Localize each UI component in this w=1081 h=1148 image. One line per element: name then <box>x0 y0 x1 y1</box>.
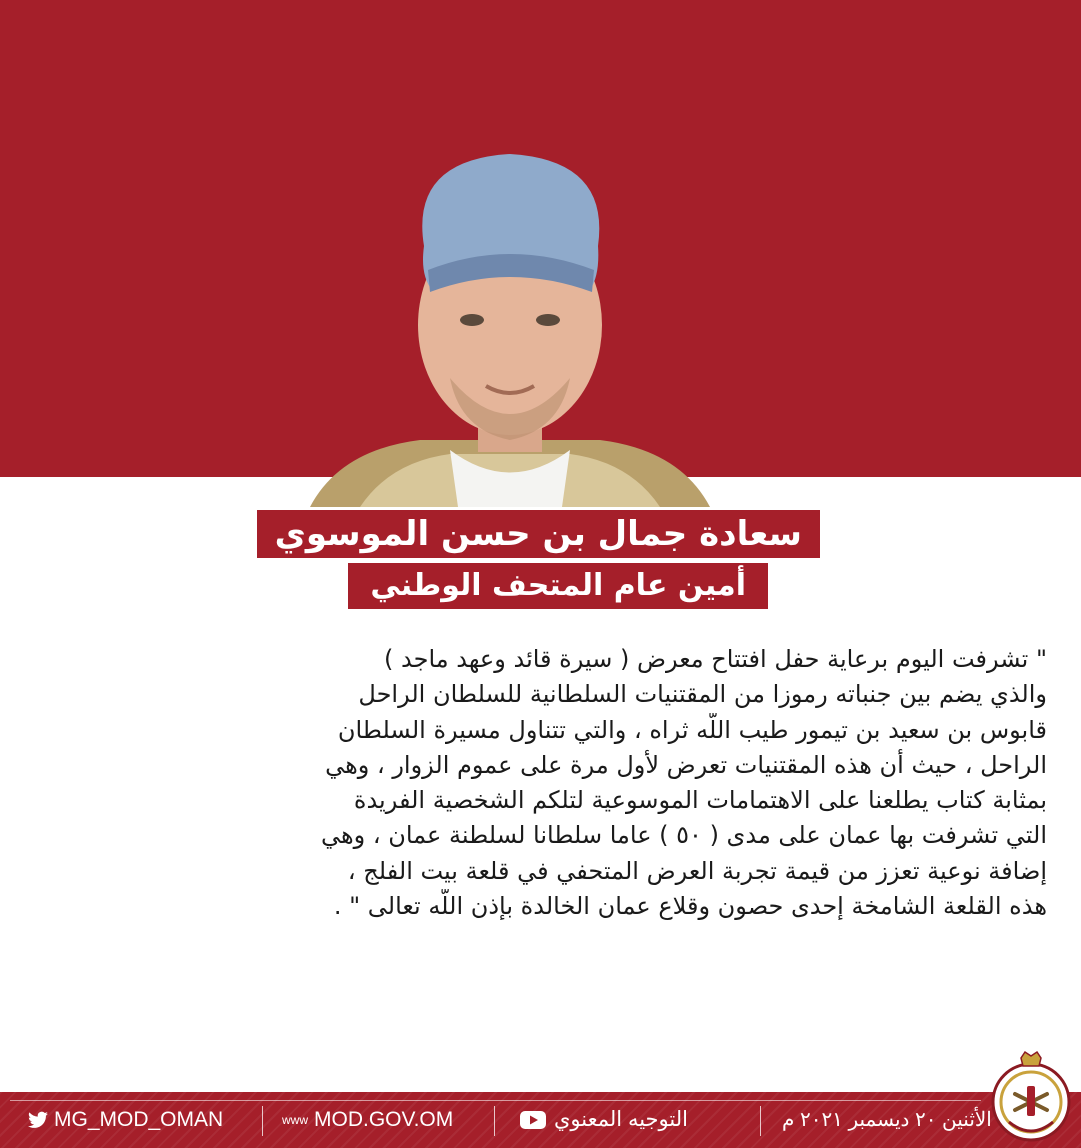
youtube-icon <box>520 1111 546 1129</box>
post-date: الأثنين ٢٠ ديسمبر ٢٠٢١ م <box>782 1109 992 1131</box>
quote-line: التي تشرفت بها عمان على مدى ( ٥٠ ) عاما سلطانا لسلطنة عمان ، وهي <box>320 821 1047 850</box>
youtube-link[interactable] <box>520 1106 688 1134</box>
website-link[interactable] <box>282 1106 453 1134</box>
footer-bar <box>0 1092 1081 1148</box>
quote-line: إضافة نوعية تعزز من قيمة تجربة العرض المتحفي في قلعة بيت الفلج ، <box>347 856 1047 885</box>
quote-line: والذي يضم بين جنباته رموزا من المقتنيات السلطانية للسلطان الراحل <box>358 680 1047 709</box>
quote-line: بمثابة كتاب يطلعنا على الاهتمامات الموسوعية لتلكم الشخصية الفريدة <box>353 786 1047 815</box>
person-name: سعادة جمال بن حسن الموسوي <box>257 510 820 558</box>
twitter-icon <box>28 1111 48 1129</box>
footer-separator <box>262 1106 263 1136</box>
quote-line: " تشرفت اليوم برعاية حفل افتتاح معرض ( سيرة قائد وعهد ماجد ) <box>384 645 1047 673</box>
website-prefix: www <box>282 1113 308 1127</box>
quote-text <box>34 642 1047 924</box>
quote-line: هذه القلعة الشامخة إحدى حصون وقلاع عمان الخالدة بإذن اللّه تعالى " . <box>333 892 1047 921</box>
twitter-handle: MG_MOD_OMAN <box>54 1108 224 1131</box>
footer-separator <box>760 1106 761 1136</box>
footer-divider <box>10 1100 981 1101</box>
twitter-link[interactable] <box>28 1106 223 1134</box>
person-title: أمين عام المتحف الوطني <box>348 563 768 609</box>
website-url: MOD.GOV.OM <box>314 1108 454 1131</box>
portrait-image <box>300 150 720 507</box>
ministry-emblem <box>985 1050 1077 1146</box>
youtube-channel: التوجيه المعنوي <box>554 1108 688 1131</box>
quote-line: قابوس بن سعيد بن تيمور طيب اللّه ثراه ، والتي تتناول مسيرة السلطان <box>337 715 1047 744</box>
quote-line: الراحل ، حيث أن هذه المقتنيات تعرض لأول مرة على عموم الزوار ، وهي <box>325 750 1047 779</box>
footer-separator <box>494 1106 495 1136</box>
